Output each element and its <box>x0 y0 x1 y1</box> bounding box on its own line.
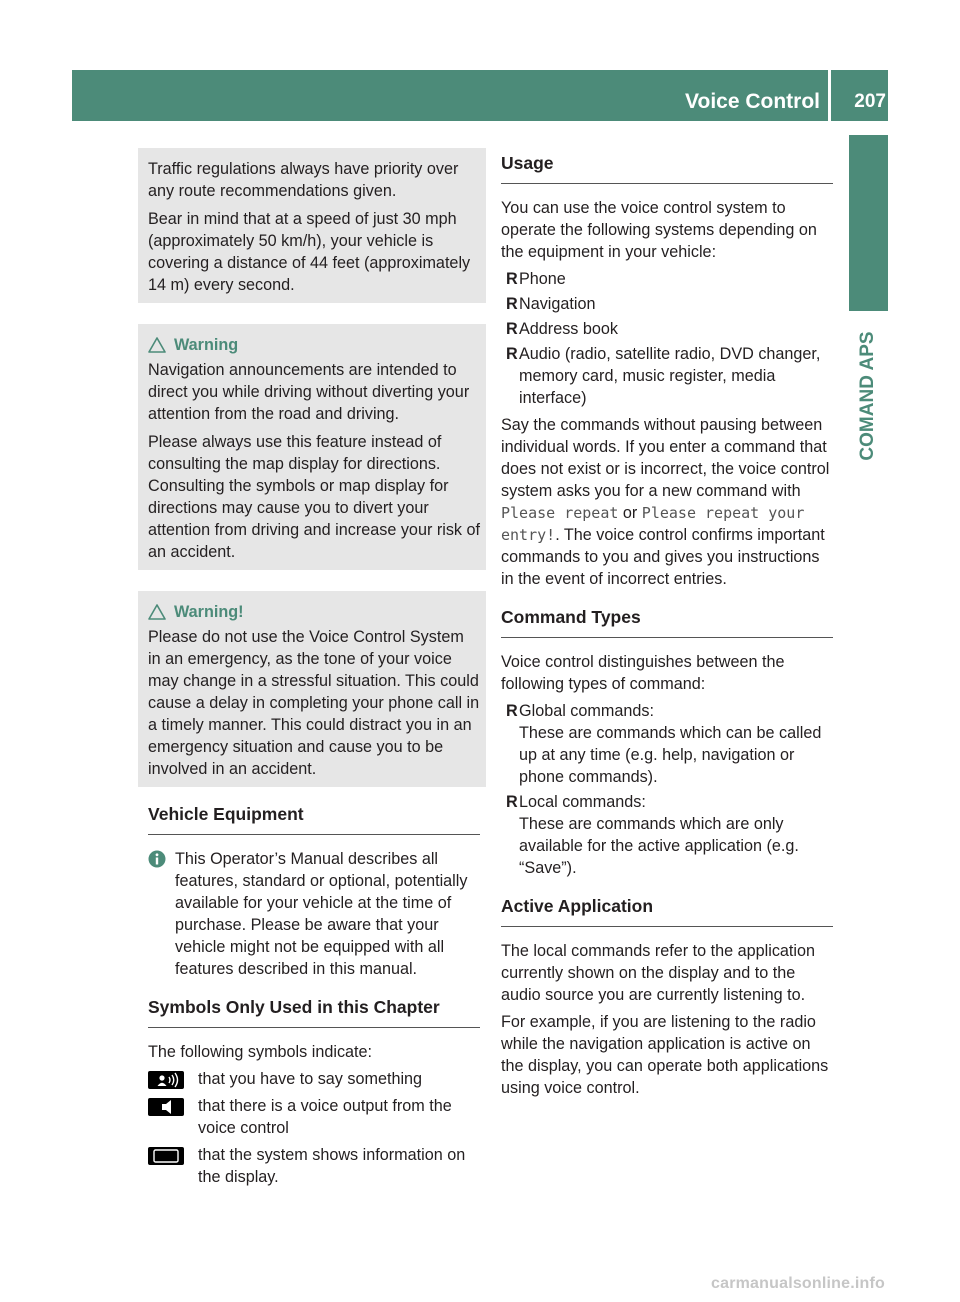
warning-title: Warning! <box>174 603 244 621</box>
heading-symbols: Symbols Only Used in this Chapter <box>148 996 480 1028</box>
warning-heading <box>148 334 480 356</box>
bullet-marker: R <box>506 295 518 313</box>
intro-paragraph-2: Bear in mind that at a speed of just 30 mph (approximately 50 km/h), your vehicle is covering a distance of 44 feet (approximately 14 m) every second. <box>148 210 471 294</box>
warning-heading <box>148 601 480 623</box>
symbol-description: that there is a voice output from the voice control <box>198 1097 452 1137</box>
display-icon <box>148 1144 184 1188</box>
warning-box-navigation <box>138 324 486 570</box>
header-separator <box>828 70 831 121</box>
warning-paragraph-2: Please always use this feature instead of consulting the map display for directions. Consulting the symbols or map display for directions may cause you to divert your attention from driving and increase your risk of an accident. <box>148 433 481 561</box>
bullet-marker: R <box>506 320 518 338</box>
info-text: This Operator’s Manual describes all features, standard or optional, potentially available for your vehicle at the time of purchase. Please be aware that your vehicle might not be equipped with all features described in this manual. <box>175 850 468 978</box>
chapter-tab <box>849 135 888 311</box>
symbol-description: that you have to say something <box>198 1070 423 1088</box>
section-symbols <box>148 996 480 1028</box>
header-bar <box>72 70 888 121</box>
section-vehicle-equipment <box>148 803 480 835</box>
usage-intro: You can use the voice control system to operate the following systems depending on the equipment in your vehicle: <box>501 199 817 261</box>
symbol-row <box>148 1068 480 1090</box>
section-command-types <box>501 606 833 638</box>
right-column <box>501 148 833 1104</box>
section-title: Voice Control <box>685 90 820 113</box>
usage-paragraph: Say the commands without pausing between individual words. If you enter a command that does not exist or is incorrect, the voice control system asks you for a new command with Please repeat or Please repeat your entry!. The voice control confirms important commands to you and gives you instructions in the event of incorrect entries. <box>501 416 830 588</box>
bullet-marker: R <box>506 345 518 363</box>
list-item: R Address book <box>506 320 618 338</box>
list-item: R Global commands: These are commands which can be called up at any time (e.g. help, navigation or phone commands). <box>506 702 822 786</box>
bullet-marker: R <box>506 270 518 288</box>
heading-active-application: Active Application <box>501 895 833 927</box>
active-application-paragraph-2: For example, if you are listening to the radio while the navigation application is active on the display, you can operate both applications using voice control. <box>501 1013 829 1097</box>
section-active-application <box>501 895 833 927</box>
list-item: R Audio (radio, satellite radio, DVD changer, memory card, music register, media interface) <box>506 345 821 407</box>
voice-output-icon <box>148 1095 184 1139</box>
command-types-list <box>501 700 833 879</box>
command-text: Please repeat your entry! <box>501 504 805 544</box>
warning-title: Warning <box>174 336 239 354</box>
usage-list <box>501 268 833 409</box>
warning-paragraph-1: Navigation announcements are intended to direct you while driving without diverting your attention from the road and driving. <box>148 361 470 423</box>
intro-paragraph-1: Traffic regulations always have priority over any route recommendations given. <box>148 160 459 200</box>
heading-usage: Usage <box>501 148 833 184</box>
symbol-row <box>148 1144 480 1188</box>
list-item: R Navigation <box>506 295 596 313</box>
page-number: 207 <box>854 91 886 112</box>
heading-vehicle-equipment: Vehicle Equipment <box>148 803 480 835</box>
heading-command-types: Command Types <box>501 606 833 638</box>
bullet-marker: R <box>506 793 518 811</box>
symbol-row <box>148 1095 480 1139</box>
command-types-intro: Voice control distinguishes between the following types of command: <box>501 653 785 693</box>
info-icon <box>148 850 166 980</box>
warning-triangle-icon <box>148 337 166 353</box>
intro-note-box <box>138 148 486 303</box>
section-usage <box>501 148 833 184</box>
warning-paragraph: Please do not use the Voice Control System in an emergency, as the tone of your voice may change in a stressful situation. This could cause a delay in completing your phone call in a timely manner. This could distract you in an emergency situation and cause you to be involved in an accident. <box>148 628 480 778</box>
active-application-paragraph-1: The local commands refer to the application currently shown on the display and to the audio source you are currently listening to. <box>501 942 816 1004</box>
bullet-marker: R <box>506 702 518 720</box>
warning-triangle-icon <box>148 604 166 620</box>
watermark: carmanualsonline.info <box>711 1275 886 1292</box>
info-note <box>148 848 480 980</box>
chapter-label: COMAND APS <box>857 331 878 461</box>
symbol-description: that the system shows information on the display. <box>198 1146 466 1186</box>
command-text: Please repeat <box>501 504 619 522</box>
list-item: R Phone <box>506 270 566 288</box>
symbols-intro: The following symbols indicate: <box>148 1043 373 1061</box>
warning-box-emergency <box>138 591 486 787</box>
speak-icon <box>148 1068 184 1090</box>
left-column <box>148 148 480 1193</box>
list-item: R Local commands: These are commands which are only available for the active application (e.g. “Save”). <box>506 793 799 877</box>
